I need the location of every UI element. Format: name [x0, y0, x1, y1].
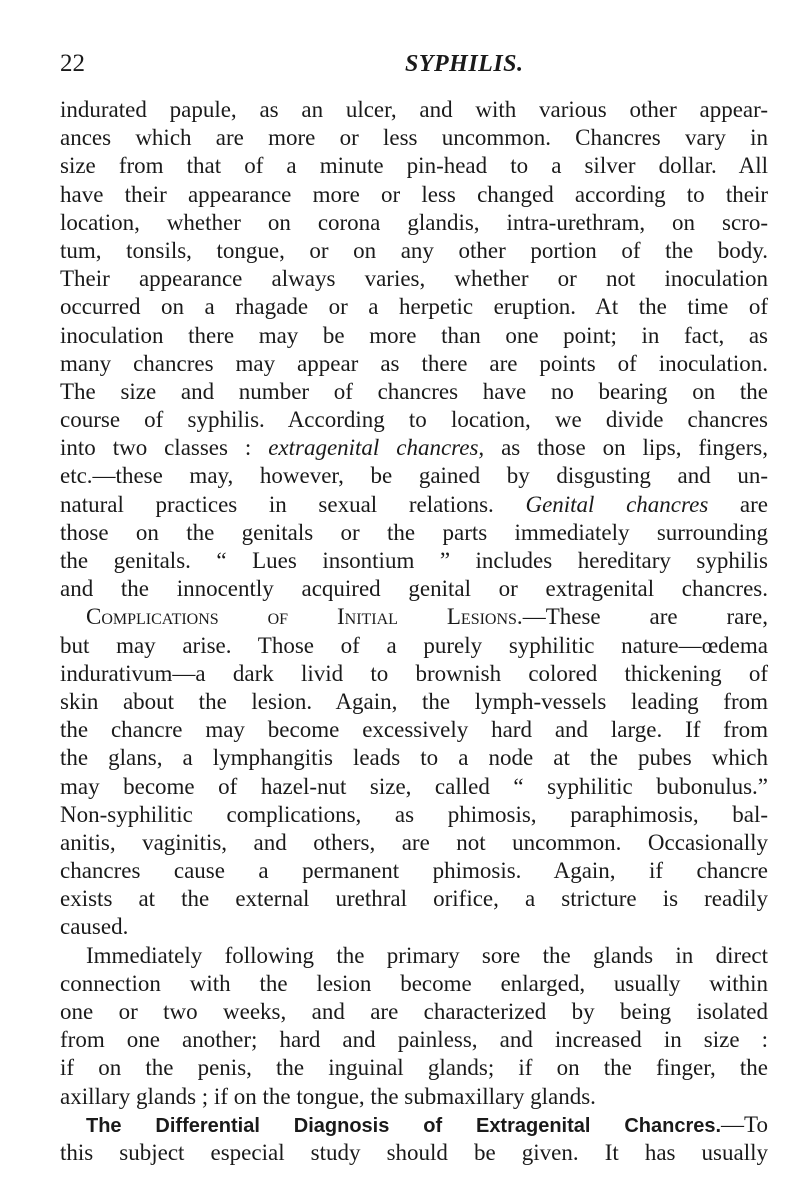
text-line: have their appearance more or less changed according to their — [60, 181, 768, 207]
text-line: may become of hazel-nut size, called “ syphilitic bubonulus.” — [60, 773, 768, 799]
text-line: one or two weeks, and are characterized by being isolated — [60, 999, 768, 1024]
italic-term-extragenital: extragenital chancres, — [268, 435, 485, 461]
running-title: SYPHILIS. — [405, 51, 524, 77]
text-line: many chancres may appear as there are points of inoculation. — [60, 350, 768, 376]
text-line: the glans, a lymphangitis leads to a node at the pubes which — [60, 745, 768, 771]
text-run: as those on lips, fingers, — [484, 435, 769, 461]
text-line: Immediately following the primary sore the glands in direct — [86, 942, 768, 968]
text-line: tum, tonsils, tongue, or on any other portion of the body. — [60, 237, 768, 263]
section-heading-differential-diagnosis: The Differential Diagnosis of Extragenital Chancres. — [86, 1114, 722, 1137]
text-line: exists at the external urethral orifice, a stricture is readily — [60, 886, 768, 912]
text-line-with-italic-term — [60, 434, 768, 462]
text-line: the chancre may become excessively hard and large. If from — [60, 717, 768, 743]
page-number: 22 — [60, 50, 85, 77]
text-line: course of syphilis. According to location, we divide chancres — [60, 407, 768, 433]
text-line: connection with the lesion become enlarged, usually within — [60, 970, 768, 996]
text-line: ances which are more or less uncommon. Chancres vary in — [60, 125, 768, 151]
text-run: —These are rare, — [522, 604, 769, 630]
text-run: into two classes : — [60, 435, 252, 461]
text-line: Their appearance always varies, whether or not inoculation — [60, 266, 768, 292]
text-line: the genitals. “ Lues insontium ” includes hereditary syphilis — [60, 548, 768, 573]
text-line: this subject especial study should be given. It has usually — [60, 1139, 768, 1165]
section-heading-line — [60, 603, 768, 631]
text-line: inoculation there may be more than one point; in fact, as — [60, 322, 768, 348]
text-line: indurativum—a dark livid to brownish colored thickening of — [60, 660, 768, 686]
text-line: those on the genitals or the parts immediately surrounding — [60, 519, 768, 545]
text-line: from one another; hard and painless, and increased in size : — [60, 1027, 768, 1053]
text-line: indurated papule, as an ulcer, and with various other appear- — [60, 97, 768, 122]
body-text — [60, 96, 768, 1167]
text-line: occurred on a rhagade or a herpetic eruption. At the time of — [60, 294, 768, 320]
section-heading-complications: Complications of Initial Lesions. — [86, 604, 523, 630]
text-line: skin about the lesion. Again, the lymph-vessels leading from — [60, 688, 768, 714]
text-line: Non-syphilitic complications, as phimosis, paraphimosis, bal- — [60, 801, 768, 827]
section-heading-line — [60, 1111, 768, 1139]
text-line: if on the penis, the inguinal glands; if on the finger, the — [60, 1055, 768, 1081]
italic-term-genital: Genital chancres — [525, 491, 709, 517]
text-run: —To — [721, 1111, 768, 1137]
text-line: axillary glands ; if on the tongue, the submaxillary glands. — [60, 1083, 596, 1109]
page-header — [60, 48, 770, 80]
text-line: anitis, vaginitis, and others, are not uncommon. Occasionally — [60, 829, 768, 855]
text-line: location, whether on corona glandis, intra-urethram, on scro- — [60, 209, 768, 235]
text-line: The size and number of chancres have no bearing on the — [60, 378, 768, 404]
text-line: caused. — [60, 914, 129, 940]
text-line: but may arise. Those of a purely syphilitic nature—œdema — [60, 632, 768, 658]
text-line-with-italic-term — [60, 491, 768, 519]
text-line: and the innocently acquired genital or extragenital chancres. — [60, 576, 768, 602]
text-line: etc.—these may, however, be gained by disgusting and un- — [60, 463, 768, 489]
text-line: chancres cause a permanent phimosis. Again, if chancre — [60, 858, 768, 884]
text-run: are — [708, 491, 769, 517]
text-run: natural practices in sexual relations. — [60, 491, 494, 517]
text-line: size from that of a minute pin-head to a silver dollar. All — [60, 153, 768, 179]
